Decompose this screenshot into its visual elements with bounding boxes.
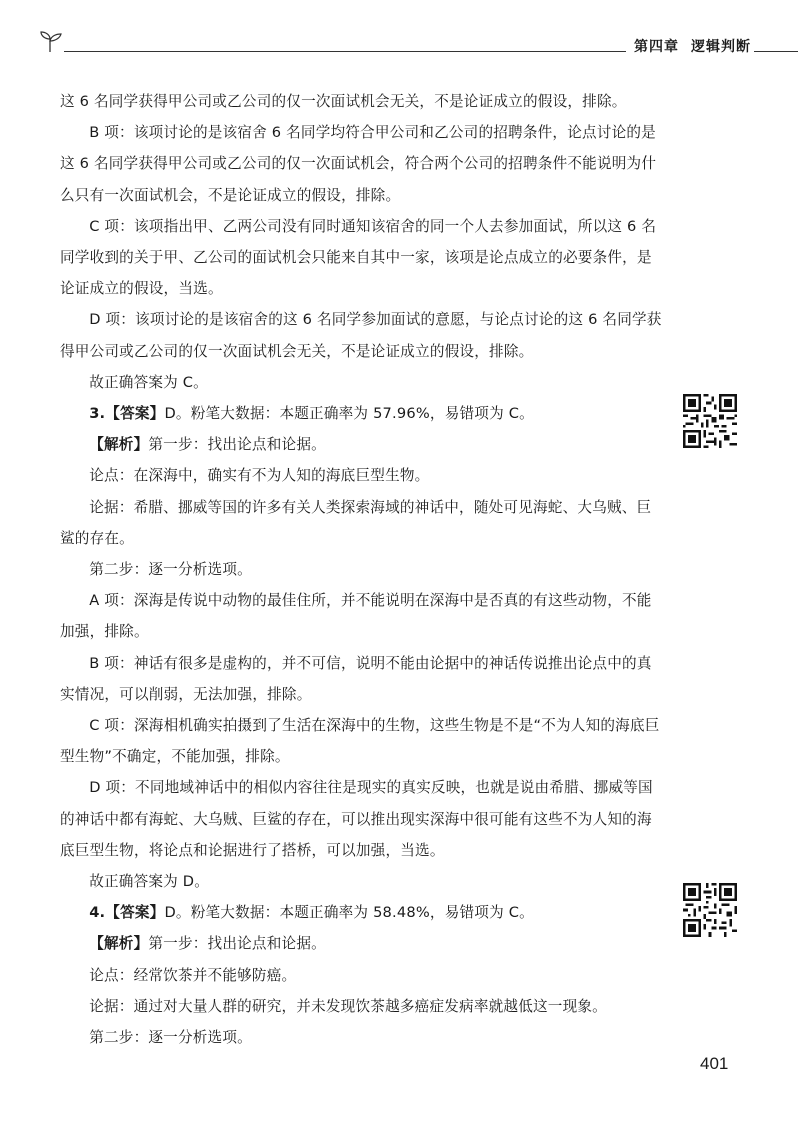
paragraph: D 项：该项讨论的是该宿舍的这 6 名同学参加面试的意愿，与论点讨论的这 6 名同学获得甲公司或乙公司的仅一次面试机会无关，不是论证成立的假设，排除。 <box>60 311 662 360</box>
paragraph: B 项：神话有很多是虚构的，并不可信，说明不能由论据中的神话传说推出论点中的真实情况，可以削弱，无法加强，排除。 <box>60 654 652 703</box>
page-body <box>60 86 662 1053</box>
paragraph: 这 6 名同学获得甲公司或乙公司的仅一次面试机会无关，不是论证成立的假设，排除。 <box>60 93 627 110</box>
answer-label: 3.【答案】 <box>89 405 165 423</box>
paragraph: 第二步：逐一分析选项。 <box>89 1029 252 1047</box>
chapter-title <box>634 36 751 56</box>
paragraph: 论点：经常饮茶并不能够防癌。 <box>89 966 297 984</box>
paragraph: A 项：深海是传说中动物的最佳住所，并不能说明在深海中是否真的有这些动物，不能加强，排除。 <box>60 592 652 641</box>
page-number: 401 <box>700 1054 729 1073</box>
qr-code-icon <box>683 394 737 448</box>
header-rule-end <box>754 51 798 52</box>
page-header <box>38 30 768 60</box>
paragraph: 论点：在深海中，确实有不为人知的海底巨型生物。 <box>89 467 430 485</box>
paragraph: 故正确答案为 D。 <box>89 873 210 891</box>
paragraph: 故正确答案为 C。 <box>89 373 208 391</box>
analysis-line: 【解析】第一步：找出论点和论据。 <box>89 436 326 454</box>
answer-line: 4.【答案】D。粉笔大数据：本题正确率为 58.48%，易错项为 C。 <box>89 904 534 922</box>
analysis-line: 【解析】第一步：找出论点和论据。 <box>89 935 326 953</box>
qr-code-icon <box>683 883 737 937</box>
analysis-label: 【解析】 <box>89 935 149 953</box>
chapter-number: 第四章 <box>634 39 679 55</box>
paragraph: C 项：该项指出甲、乙两公司没有同时通知该宿舍的同一个人去参加面试，所以这 6 名同学收到的关于甲、乙公司的面试机会只能来自其中一家，该项是论点成立的必要条件，是论证成立的假设，当选。 <box>60 217 657 298</box>
answer-label: 4.【答案】 <box>89 904 165 922</box>
analysis-label: 【解析】 <box>89 436 149 454</box>
section-title: 逻辑判断 <box>691 39 751 55</box>
paragraph: 论据：希腊、挪威等国的许多有关人类探索海域的神话中，随处可见海蛇、大乌贼、巨鲨的存在。 <box>60 498 652 547</box>
paragraph: D 项：不同地域神话中的相似内容往往是现实的真实反映，也就是说由希腊、挪威等国的神话中都有海蛇、大乌贼、巨鲨的存在，可以推出现实深海中很可能有这些不为人知的海底巨型生物，将论点和论据进行了搭桥，可以加强，当选。 <box>60 779 653 859</box>
paragraph: 第二步：逐一分析选项。 <box>89 561 252 579</box>
leaf-sprout-icon <box>38 30 64 54</box>
paragraph: C 项：深海相机确实拍摄到了生活在深海中的生物，这些生物是不是“不为人知的海底巨型生物”不确定，不能加强，排除。 <box>60 717 660 766</box>
header-rule <box>64 51 626 52</box>
answer-line: 3.【答案】D。粉笔大数据：本题正确率为 57.96%，易错项为 C。 <box>89 405 534 423</box>
paragraph: 论据：通过对大量人群的研究，并未发现饮茶越多癌症发病率就越低这一现象。 <box>89 997 607 1015</box>
paragraph: B 项：该项讨论的是该宿舍 6 名同学均符合甲公司和乙公司的招聘条件，论点讨论的是这 6 名同学获得甲公司或乙公司的仅一次面试机会，符合两个公司的招聘条件不能说明为什么只有一次面试机会，不是论证成立的假设，排除。 <box>60 124 657 204</box>
